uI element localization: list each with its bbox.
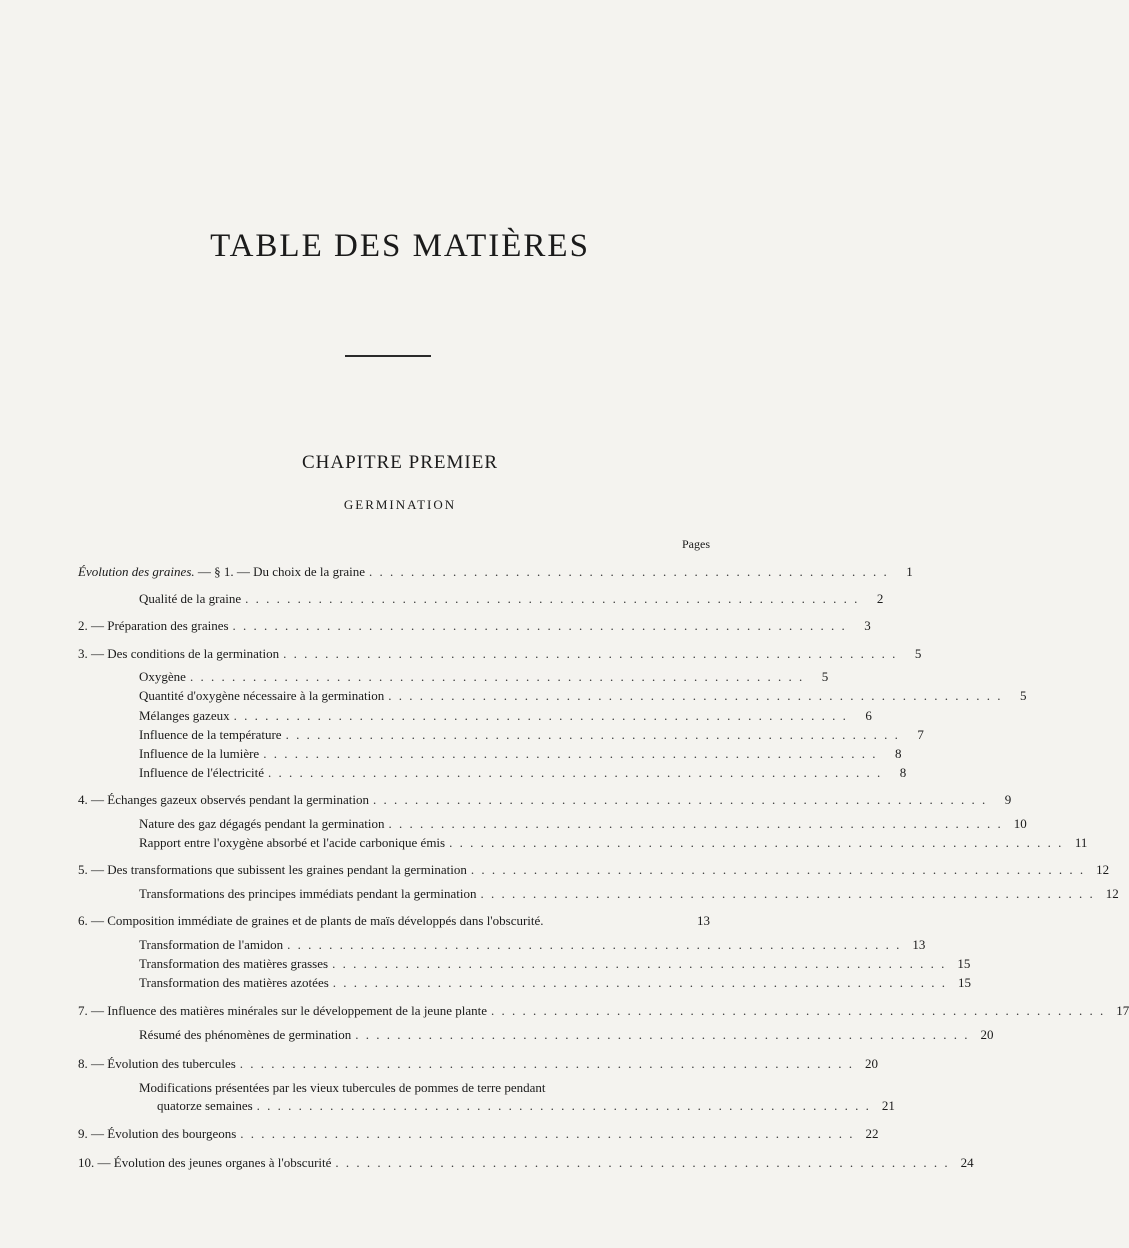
leader-dots: . . . . . . . . . . . . . . . . . . . . . . . . . . . . . . . . . . . . . . . . . . . . . . . . . . . . . . . . . . .	[388, 688, 1003, 703]
toc-entry-text: Transformation de l'amidon	[139, 937, 284, 952]
chapter-heading: CHAPITRE PREMIER	[302, 452, 498, 473]
toc-page-number: 1	[906, 564, 913, 579]
toc-entry-text: Transformation des matières grasses	[139, 956, 329, 971]
leader-dots: . . . . . . . . . . . . . . . . . . . . . . . . . . . . . . . . . . . . . . . . . . . . . . . . . . . . . . . . . . .	[283, 646, 898, 661]
toc-entry-text: — Influence des matières minérales sur le développement de la jeune plante	[91, 1003, 487, 1018]
toc-entry-text: Qualité de la graine	[139, 591, 242, 606]
toc-entry	[139, 974, 972, 991]
leader-dots: . . . . . . . . . . . . . . . . . . . . . . . . . . . . . . . . . . . . . . . . . . . . . . . . . . . . . . . . . . .	[263, 746, 878, 761]
leader-dots: . . . . . . . . . . . . . . . . . . . . . . . . . . . . . . . . . . . . . . . . . . . . . . . . . . . . . . . . . . .	[490, 1003, 1106, 1018]
toc-entry	[78, 563, 913, 580]
toc-entry	[78, 791, 1012, 808]
toc-page-number: 12	[1096, 862, 1110, 877]
leader-dots: . . . . . . . . . . . . . . . . . . . . . . . . . . . . . . . . . . . . . . . . . . . . . . . . . . . . . . . . . . .	[388, 816, 1003, 831]
leader-dots: . . . . . . . . . . . . . . . . . . . . . . . . . . . . . . . . . . . . . . . . . . . . . . . . . . . . . . . . . . .	[372, 792, 988, 807]
leader-dots: . . . . . . . . . . . . . . . . . . . . . . . . . . . . . . . . . . . . . . . . . . . . . . . . . . . . . . . . . . .	[470, 862, 1086, 877]
toc-page-number: 13	[912, 937, 926, 952]
leader-dots: . . . . . . . . . . . . . . . . . . . . . . . . . . . . . . . . . . . . . . . . . . . . . . . . . . . . . . . . . . .	[480, 886, 1095, 901]
toc-page-number: 13	[697, 913, 710, 928]
toc-entry-text: — § 1. — Du choix de la graine	[197, 564, 366, 579]
toc-entry-text: — Composition immédiate de graines et de plants de maïs développés dans l'obscurité.	[91, 913, 544, 928]
toc-entry-text: Influence de la lumière	[139, 746, 260, 761]
toc-page-number: 6	[865, 708, 872, 723]
toc-page-number: 21	[881, 1098, 895, 1113]
leader-dots: . . . . . . . . . . . . . . . . . . . . . . . . . . . . . . . . . . . . . . . . . . . . . . . . . . . . . . . . . . .	[233, 708, 848, 723]
toc-entry-number: 8.	[78, 1056, 88, 1071]
leader-dots: . . . . . . . . . . . . . . . . . . . . . . . . . . . . . . . . . . . . . . . . . . . . . . . . . . . . . . . . . . .	[332, 956, 947, 971]
toc-entry	[78, 1154, 974, 1171]
toc-page-number: 3	[864, 618, 871, 633]
leader-dots: . . . . . . . . . . . . . . . . . . . . . . . . . . . . . . . . . . . . . . . . . . . . . . . . . . . . . . . . . . .	[332, 975, 948, 990]
toc-entry	[139, 687, 1027, 704]
toc-page-number: 2	[876, 591, 884, 606]
toc-entry	[139, 955, 971, 972]
toc-entry	[139, 815, 1027, 832]
toc-entry	[139, 834, 1088, 851]
pages-column-label: Pages	[682, 537, 710, 551]
toc-entry-text: — Évolution des tubercules	[91, 1056, 236, 1071]
toc-entry-number: 9.	[78, 1126, 88, 1141]
leader-dots: . . . . . . . . . . . . . . . . . . . . . . . . . . . . . . . . . . . . . . . . . . . . . . . . . . . . . . . . . . .	[287, 937, 902, 952]
toc-entry	[139, 726, 924, 743]
toc-entry	[78, 861, 1110, 878]
toc-entry-text: Transformations des principes immédiats pendant la germination	[139, 886, 477, 901]
leader-dots: . . . . . . . . . . . . . . . . . . . . . . . . . . . . . . . . . . . . . . . . . . . . . . . . . . . . . . . . . . .	[355, 1027, 970, 1042]
toc-entry-number: 7.	[78, 1003, 88, 1018]
toc-page-number: 24	[960, 1155, 974, 1170]
toc-entry	[139, 764, 907, 781]
toc-entry-text: — Préparation des graines	[91, 618, 229, 633]
leader-dots: . . . . . . . . . . . . . . . . . . . . . . . . . . . . . . . . . . . . . . . . . . . . . . . . . . . . . . . . . . .	[240, 1126, 855, 1141]
toc-entry-text: — Évolution des jeunes organes à l'obscurité	[97, 1155, 332, 1170]
leader-dots: . . . . . . . . . . . . . . . . . . . . . . . . . . . . . . . . . . . . . . . . . . . . . . . . . . . . . . . . . . .	[232, 618, 847, 633]
leader-dots: . . . . . . . . . . . . . . . . . . . . . . . . . . . . . . . . . . . . . . . . . . . . . . . . . . . . . . . . . . .	[256, 1098, 871, 1113]
toc-entry	[139, 590, 884, 607]
toc-entry	[139, 1026, 994, 1043]
leader-dots: . . . . . . . . . . . . . . . . . . . . . . . . . . . . . . . . . . . . . . . . . . . . . . . . . . . . . . . . . . .	[285, 727, 900, 742]
toc-page-number: 11	[1074, 835, 1088, 850]
toc-entry-text: Transformation des matières azotées	[139, 975, 329, 990]
toc-page-number: 10	[1013, 816, 1027, 831]
toc-entry	[78, 1125, 879, 1142]
title-divider	[345, 355, 431, 357]
toc-entry-text: — Des conditions de la germination	[91, 646, 280, 661]
toc-entry	[139, 745, 902, 762]
toc-entry	[78, 617, 871, 634]
toc-entry-number: 6.	[78, 913, 88, 928]
toc-page-number: 8	[899, 765, 907, 780]
leader-dots: . . . . . . . . . . . . . . . . . . . . . . . . . . . . . . . . . . . . . . . . . . . . . . . . . . . . . . . . . . .	[239, 1056, 855, 1071]
toc-page-number: 20	[865, 1056, 879, 1071]
toc-entry-number: 10.	[78, 1155, 95, 1170]
toc-entry-text: Modifications présentées par les vieux tubercules de pommes de terre pendant	[139, 1080, 546, 1095]
toc-page-number: 15	[957, 956, 971, 971]
toc-entry-text: — Évolution des bourgeons	[91, 1126, 237, 1141]
toc-page-number: 8	[894, 746, 902, 761]
toc-page-number: 5	[1020, 688, 1027, 703]
toc-entry	[78, 645, 922, 662]
toc-page-number: 20	[980, 1027, 994, 1042]
toc-page-number: 5	[914, 646, 922, 661]
toc-page-number: 12	[1105, 886, 1119, 901]
toc-entry	[139, 1079, 699, 1096]
toc-page-number: 5	[821, 669, 829, 684]
chapter-subheading: GERMINATION	[343, 497, 457, 512]
toc-entry-text: quatorze semaines	[157, 1098, 253, 1113]
toc-entry	[139, 936, 926, 953]
toc-entry-text: Rapport entre l'oxygène absorbé et l'acide carbonique émis	[139, 835, 446, 850]
leader-dots: . . . . . . . . . . . . . . . . . . . . . . . . . . . . . . . . . . . . . . . . . . . . . . . . . . . . . . . . . . .	[335, 1155, 950, 1170]
toc-entry	[139, 885, 1119, 902]
leader-dots: . . . . . . . . . . . . . . . . . . . . . . . . . . . . . . . . . . . . . . . . . . . . . . . . . . . . . . . . . . .	[449, 835, 1064, 850]
toc-page-number: 7	[917, 727, 924, 742]
toc-entry-text: Influence de la température	[139, 727, 282, 742]
toc-entry-text: Quantité d'oxygène nécessaire à la germination	[139, 688, 385, 703]
toc-entry-number: 3.	[78, 646, 88, 661]
leader-dots: . . . . . . . . . . . . . . . . . . . . . . . . . . . . . . . . . . . . . . . . . . . . . . . . . . . . . . . . . . .	[189, 669, 805, 684]
toc-entry-number: 4.	[78, 792, 88, 807]
page-title: TABLE DES MATIÈRES	[210, 228, 590, 264]
toc-entry-text: Mélanges gazeux	[139, 708, 230, 723]
toc-entry-text: — Des transformations que subissent les graines pendant la germination	[91, 862, 467, 877]
toc-entry	[78, 1055, 879, 1072]
toc-entry-number: 5.	[78, 862, 88, 877]
toc-entry-text: Nature des gaz dégagés pendant la germination	[139, 816, 385, 831]
toc-page-number: 9	[1004, 792, 1012, 807]
toc-entry	[78, 912, 710, 929]
toc-entry-number: 2.	[78, 618, 88, 633]
toc-page-number: 22	[865, 1126, 879, 1141]
toc-entry-text: Oxygène	[139, 669, 186, 684]
toc-entry	[139, 707, 872, 724]
toc-entry-text: — Échanges gazeux observés pendant la germination	[91, 792, 369, 807]
leader-dots: . . . . . . . . . . . . . . . . . . . . . . . . . . . . . . . . . . . . . . . . . . . . . . . . . .	[369, 564, 889, 579]
toc-entry-section-label: Évolution des graines.	[78, 564, 195, 579]
toc-page-number: 17	[1116, 1003, 1129, 1018]
leader-dots: . . . . . . . . . . . . . . . . . . . . . . . . . . . . . . . . . . . . . . . . . . . . . . . . . . . . . . . . . . .	[268, 765, 883, 780]
toc-page-number: 15	[958, 975, 972, 990]
leader-dots: . . . . . . . . . . . . . . . . . . . . . . . . . . . . . . . . . . . . . . . . . . . . . . . . . . . . . . . . . . .	[245, 591, 860, 606]
toc-entry	[139, 668, 829, 685]
toc-entry-text: Résumé des phénomènes de germination	[139, 1027, 352, 1042]
toc-entry	[157, 1097, 895, 1114]
toc-entry	[78, 1002, 1129, 1019]
toc-entry-text: Influence de l'électricité	[139, 765, 265, 780]
